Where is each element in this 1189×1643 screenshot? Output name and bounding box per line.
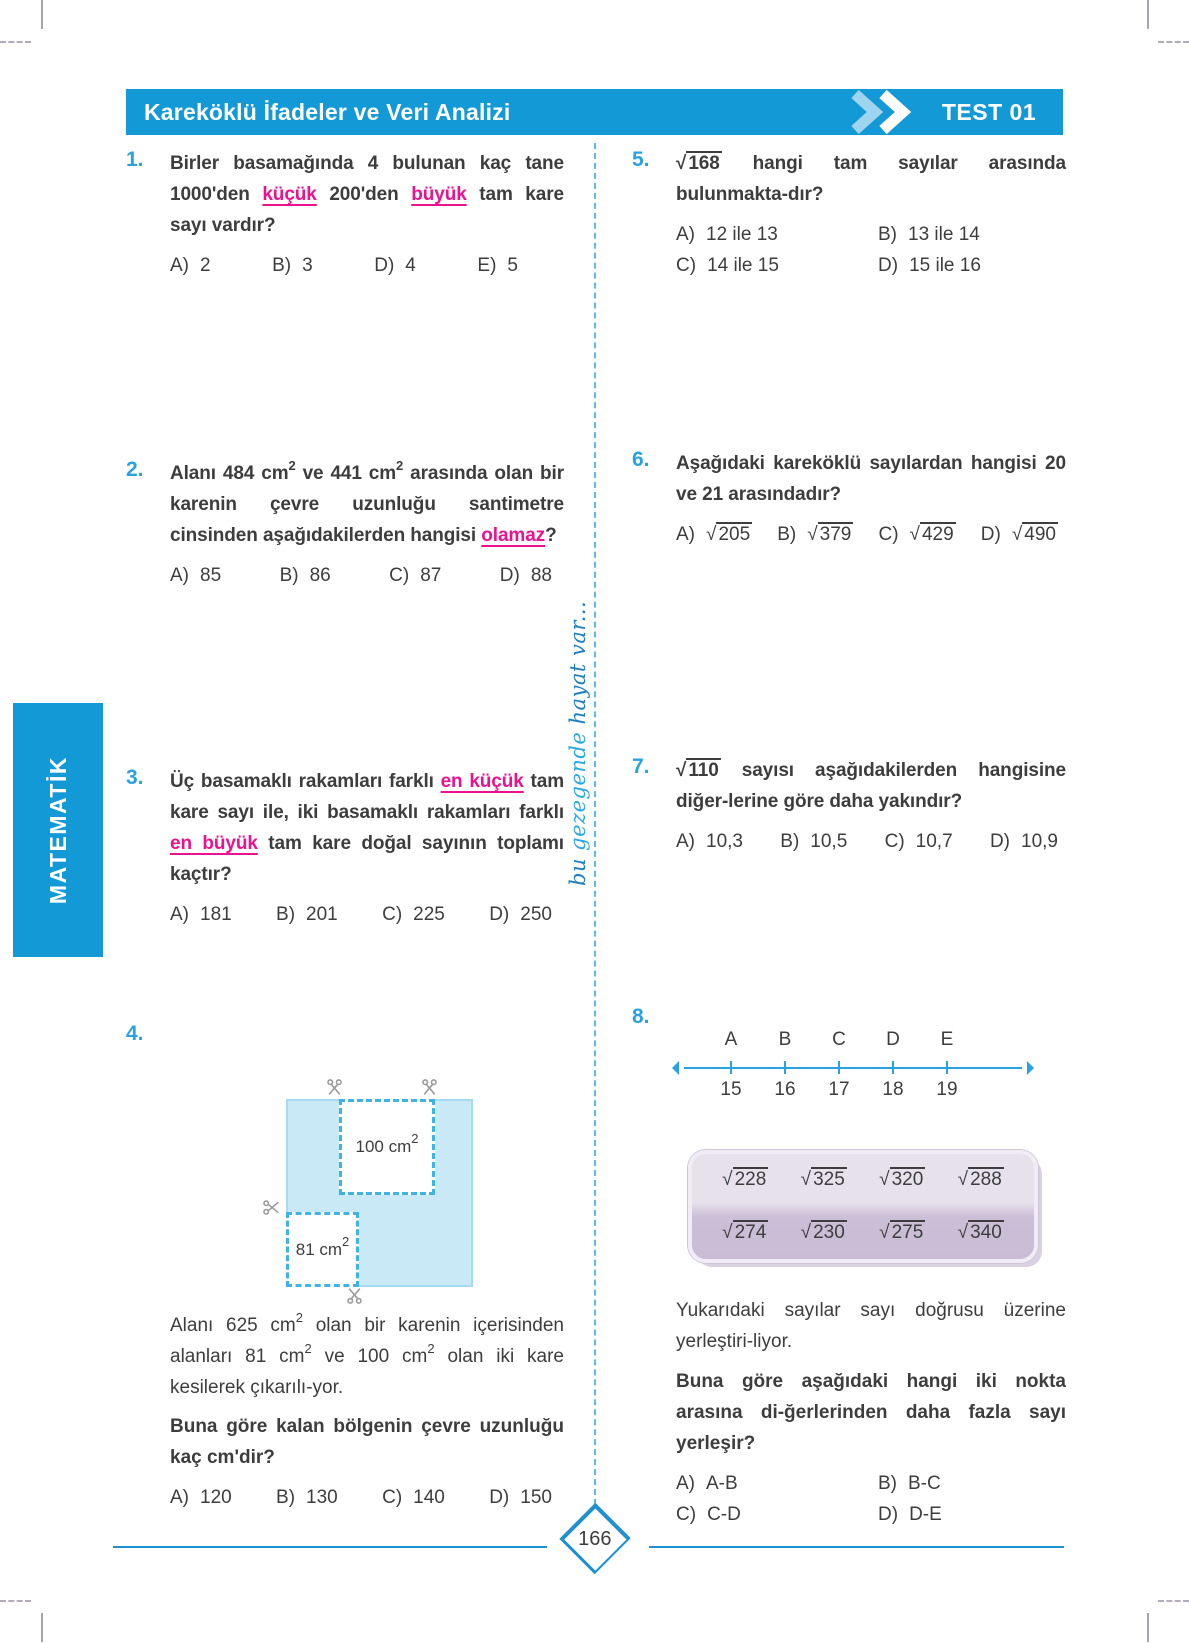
number-line-axis [684, 1067, 1022, 1069]
answer-option[interactable] [878, 224, 1086, 246]
option-letter: A) [170, 255, 189, 276]
option-letter: D) [878, 255, 899, 276]
option-letter: A) [170, 904, 189, 925]
sqrt-expression: √ 429 [909, 524, 954, 545]
sqrt-value [879, 1169, 925, 1191]
divider-script-note: bu gezegende hayat var... [566, 600, 590, 886]
option-letter: B) [276, 1487, 296, 1508]
option-letter: D) [374, 255, 395, 276]
question-number: 7. [632, 755, 650, 778]
crop-mark [1147, 1613, 1149, 1642]
option-value: 201 [306, 904, 338, 925]
square-cut-figure [286, 1099, 473, 1287]
question-7 [632, 755, 1066, 853]
option-letter: C) [382, 1487, 403, 1508]
option-value: 15 ile 16 [909, 255, 981, 276]
answer-option[interactable] [489, 1487, 552, 1509]
option-value: 150 [520, 1487, 552, 1508]
page-number: 166 [578, 1528, 613, 1551]
sqrt-value [722, 1169, 768, 1191]
option-letter: C) [878, 524, 899, 545]
point-letter: C [832, 1029, 846, 1050]
sqrt-value [958, 1169, 1004, 1191]
column-divider [594, 143, 596, 1505]
answer-option[interactable] [489, 904, 552, 926]
option-value: A-B [706, 1473, 738, 1494]
option-letter: C) [884, 831, 905, 852]
option-letter: D) [980, 524, 1001, 545]
footer-rule [649, 1546, 1064, 1548]
option-letter: C) [676, 255, 697, 276]
option-letter: A) [676, 524, 695, 545]
footer-rule [113, 1546, 547, 1548]
option-letter: E) [477, 255, 497, 276]
sqrt-expression: √ 325 [800, 1169, 845, 1191]
question-5 [632, 148, 1066, 277]
answer-option[interactable] [676, 524, 752, 546]
cut-square-81 [286, 1212, 359, 1287]
option-value: 87 [420, 565, 442, 586]
question-body: Yukarıdaki sayılar sayı doğrusu üzerine yerleştiri-liyor. [676, 1300, 1066, 1352]
option-value: 88 [530, 565, 552, 586]
question-stem: √ 168 hangi tam sayılar arasında bulunmakta-dır? [676, 153, 1066, 205]
option-letter: C) [382, 904, 403, 925]
crop-mark [0, 1600, 31, 1602]
sqrt-value [801, 1169, 847, 1191]
option-letter: C) [389, 565, 410, 586]
sqrt-expression: √ 340 [957, 1221, 1002, 1243]
tick-value: 15 [720, 1079, 742, 1100]
answer-option[interactable] [878, 524, 955, 546]
question-stem: Aşağıdaki kareköklü sayılardan hangisi 20 ve 21 arasındadır? [676, 453, 1066, 505]
sqrt-expression: √ 168 [676, 153, 720, 174]
option-letter: A) [676, 1473, 695, 1494]
option-value: 10,3 [706, 831, 743, 852]
question-1 [126, 148, 564, 277]
answer-option[interactable] [170, 255, 211, 277]
option-value: 86 [309, 565, 331, 586]
sqrt-row [692, 1154, 1034, 1207]
option-value [807, 524, 853, 546]
sqrt-value [801, 1222, 847, 1244]
option-value [1012, 524, 1058, 546]
answer-option[interactable] [374, 255, 416, 277]
sqrt-expression: √ 379 [807, 524, 852, 545]
sqrt-expression: √ 274 [722, 1221, 767, 1243]
scissors-icon [263, 1199, 280, 1216]
test-number-badge: TEST 01 [941, 98, 1037, 125]
option-letter: B) [272, 255, 292, 276]
question-stem: Alanı 484 $cm^2$ ve 441 $cm^2$ arasında olan bir karenin çevre uzunluğu santimetre cinsinden aşağıdakilerden hangisi olamaz? [170, 457, 564, 546]
sqrt-value [879, 1222, 925, 1244]
option-letter: B) [780, 831, 800, 852]
question-body: Alanı 625 $cm^2$ olan bir karenin içerisinden alanları 81 $cm^2$ ve 100 $cm^2$ olan iki kare kesilerek çıkarılı-yor. [170, 1309, 564, 1398]
option-letter: B) [878, 1473, 897, 1494]
sqrt-value [722, 1222, 768, 1244]
option-value: 4 [405, 255, 416, 276]
option-value: 13 ile 14 [908, 224, 980, 245]
answer-option[interactable] [878, 1504, 1086, 1526]
question-2 [126, 458, 564, 587]
answer-option[interactable] [676, 831, 743, 853]
cut-square-100 [339, 1099, 435, 1195]
option-letter: A) [676, 831, 695, 852]
sqrt-row [692, 1207, 1034, 1260]
answer-option[interactable] [389, 565, 441, 587]
option-letter: D) [989, 831, 1011, 852]
option-letter: B) [777, 524, 797, 545]
answer-options [676, 1473, 1086, 1526]
area-label: 81 $cm^2$ [295, 1233, 350, 1259]
tick-value: 18 [882, 1079, 904, 1100]
sqrt-value [958, 1222, 1004, 1244]
crop-mark [41, 0, 43, 29]
option-value: 3 [302, 255, 313, 276]
option-letter: C) [676, 1504, 697, 1525]
question-4 [126, 1022, 564, 1509]
answer-options [676, 524, 1058, 546]
option-value: 10,5 [810, 831, 848, 852]
option-letter: D) [489, 1487, 510, 1508]
answer-option[interactable] [676, 1473, 878, 1495]
option-value: 2 [200, 255, 211, 276]
question-number: 5. [632, 148, 650, 171]
option-letter: D) [499, 565, 520, 586]
subject-label: MATEMATİK [44, 755, 71, 905]
option-value: 5 [507, 255, 518, 276]
option-value: 10,7 [915, 831, 953, 852]
answer-option[interactable] [780, 831, 847, 853]
page-title: Kareköklü İfadeler ve Veri Analizi [144, 98, 511, 125]
question-stem: Üç basamaklı rakamları farklı en küçük tam kare sayı ile, iki basamaklı rakamları farklı en büyük tam kare doğal sayının toplamı kaçtır? [170, 771, 564, 885]
option-letter: A) [676, 224, 695, 245]
answer-option[interactable] [885, 831, 953, 853]
answer-options [170, 1487, 552, 1509]
option-value: 181 [200, 904, 232, 925]
answer-option[interactable] [170, 565, 221, 587]
point-letter: B [778, 1029, 792, 1050]
option-value: D-E [909, 1504, 942, 1525]
answer-option[interactable] [276, 1487, 338, 1509]
answer-option[interactable] [276, 904, 338, 926]
answer-options [170, 255, 518, 277]
crop-mark [0, 41, 31, 43]
option-value: 225 [413, 904, 445, 925]
answer-options [676, 224, 1086, 277]
answer-option[interactable] [878, 1473, 1086, 1495]
page-number-badge [559, 1503, 630, 1574]
sidebar-subject-tab [13, 703, 103, 957]
answer-option[interactable] [382, 904, 445, 926]
answer-option[interactable] [170, 904, 232, 926]
answer-option[interactable] [382, 1487, 445, 1509]
question-number: 8. [632, 1005, 650, 1028]
tick-value: 16 [774, 1079, 796, 1100]
answer-option[interactable] [500, 565, 552, 587]
answer-option[interactable] [777, 524, 853, 546]
question-number: 2. [126, 458, 144, 481]
crop-mark [1158, 41, 1189, 43]
crop-mark [1147, 0, 1149, 29]
point-letter: E [940, 1029, 954, 1050]
question-number: 3. [126, 766, 144, 789]
option-letter: A) [170, 1487, 189, 1508]
scissors-icon [346, 1287, 363, 1304]
answer-option[interactable] [676, 255, 878, 277]
option-value: 120 [200, 1487, 232, 1508]
answer-option[interactable] [272, 255, 313, 277]
answer-options [676, 831, 1058, 853]
sqrt-expression: √ 288 [957, 1169, 1002, 1191]
option-letter: B) [276, 904, 296, 925]
answer-option[interactable] [990, 831, 1058, 853]
option-value: C-D [707, 1504, 741, 1525]
answer-option[interactable] [280, 565, 331, 587]
answer-options [170, 904, 552, 926]
option-letter: B) [878, 224, 897, 245]
answer-options [170, 565, 552, 587]
sqrt-numbers-box [688, 1150, 1038, 1263]
answer-option[interactable] [676, 1504, 878, 1526]
answer-option[interactable] [477, 255, 518, 277]
answer-option[interactable] [676, 224, 878, 246]
option-letter: A) [170, 565, 189, 586]
question-number: 6. [632, 448, 650, 471]
option-value: 130 [306, 1487, 338, 1508]
number-line [662, 1027, 1044, 1100]
sqrt-expression: √ 490 [1011, 524, 1056, 545]
sqrt-expression: √ 228 [722, 1169, 767, 1191]
crop-mark [41, 1613, 43, 1642]
option-value: 12 ile 13 [706, 224, 778, 245]
sqrt-expression: √ 110 [676, 760, 719, 781]
question-3 [126, 766, 564, 926]
crop-mark [1158, 1600, 1189, 1602]
question-stem: √ 110 sayısı aşağıdakilerden hangisine diğer-lerine göre daha yakındır? [676, 760, 1066, 812]
option-letter: B) [279, 565, 299, 586]
chevron-right-icon [849, 90, 915, 134]
sqrt-expression: √ 230 [800, 1221, 845, 1243]
scissors-icon [421, 1079, 438, 1096]
tick-value: 19 [936, 1079, 958, 1100]
option-value [706, 524, 752, 546]
question-6 [632, 448, 1066, 546]
point-letter: A [724, 1029, 738, 1050]
question-8 [632, 1005, 1066, 1526]
option-value: 140 [413, 1487, 445, 1508]
question-stem: Birler basamağında 4 bulunan kaç tane 1000'den küçük 200'den büyük tam kare sayı vardır? [170, 153, 564, 236]
question-stem: Buna göre aşağıdaki hangi iki nokta arasına di-ğerlerinden daha fazla sayı yerleşir? [676, 1371, 1066, 1454]
answer-option[interactable] [981, 524, 1058, 546]
answer-option[interactable] [878, 255, 1086, 277]
question-stem: Buna göre kalan bölgenin çevre uzunluğu kaç cm'dir? [170, 1416, 564, 1468]
option-value: 10,9 [1021, 831, 1058, 852]
question-number: 4. [126, 1022, 144, 1045]
option-value: 250 [520, 904, 552, 925]
option-value: B-C [908, 1473, 941, 1494]
tick-value: 17 [828, 1079, 850, 1100]
option-value: 14 ile 15 [707, 255, 779, 276]
area-label: 100 $cm^2$ [355, 1131, 419, 1156]
sqrt-expression: √ 205 [706, 524, 751, 545]
sqrt-expression: √ 275 [879, 1221, 924, 1243]
option-value [910, 524, 956, 546]
option-letter: D) [489, 904, 510, 925]
point-letter: D [886, 1029, 900, 1050]
question-number: 1. [126, 148, 144, 171]
answer-option[interactable] [170, 1487, 232, 1509]
header-bar [126, 89, 1063, 135]
scissors-icon [326, 1079, 343, 1096]
option-value: 85 [200, 565, 222, 586]
option-letter: D) [878, 1504, 899, 1525]
sqrt-expression: √ 320 [879, 1169, 924, 1191]
